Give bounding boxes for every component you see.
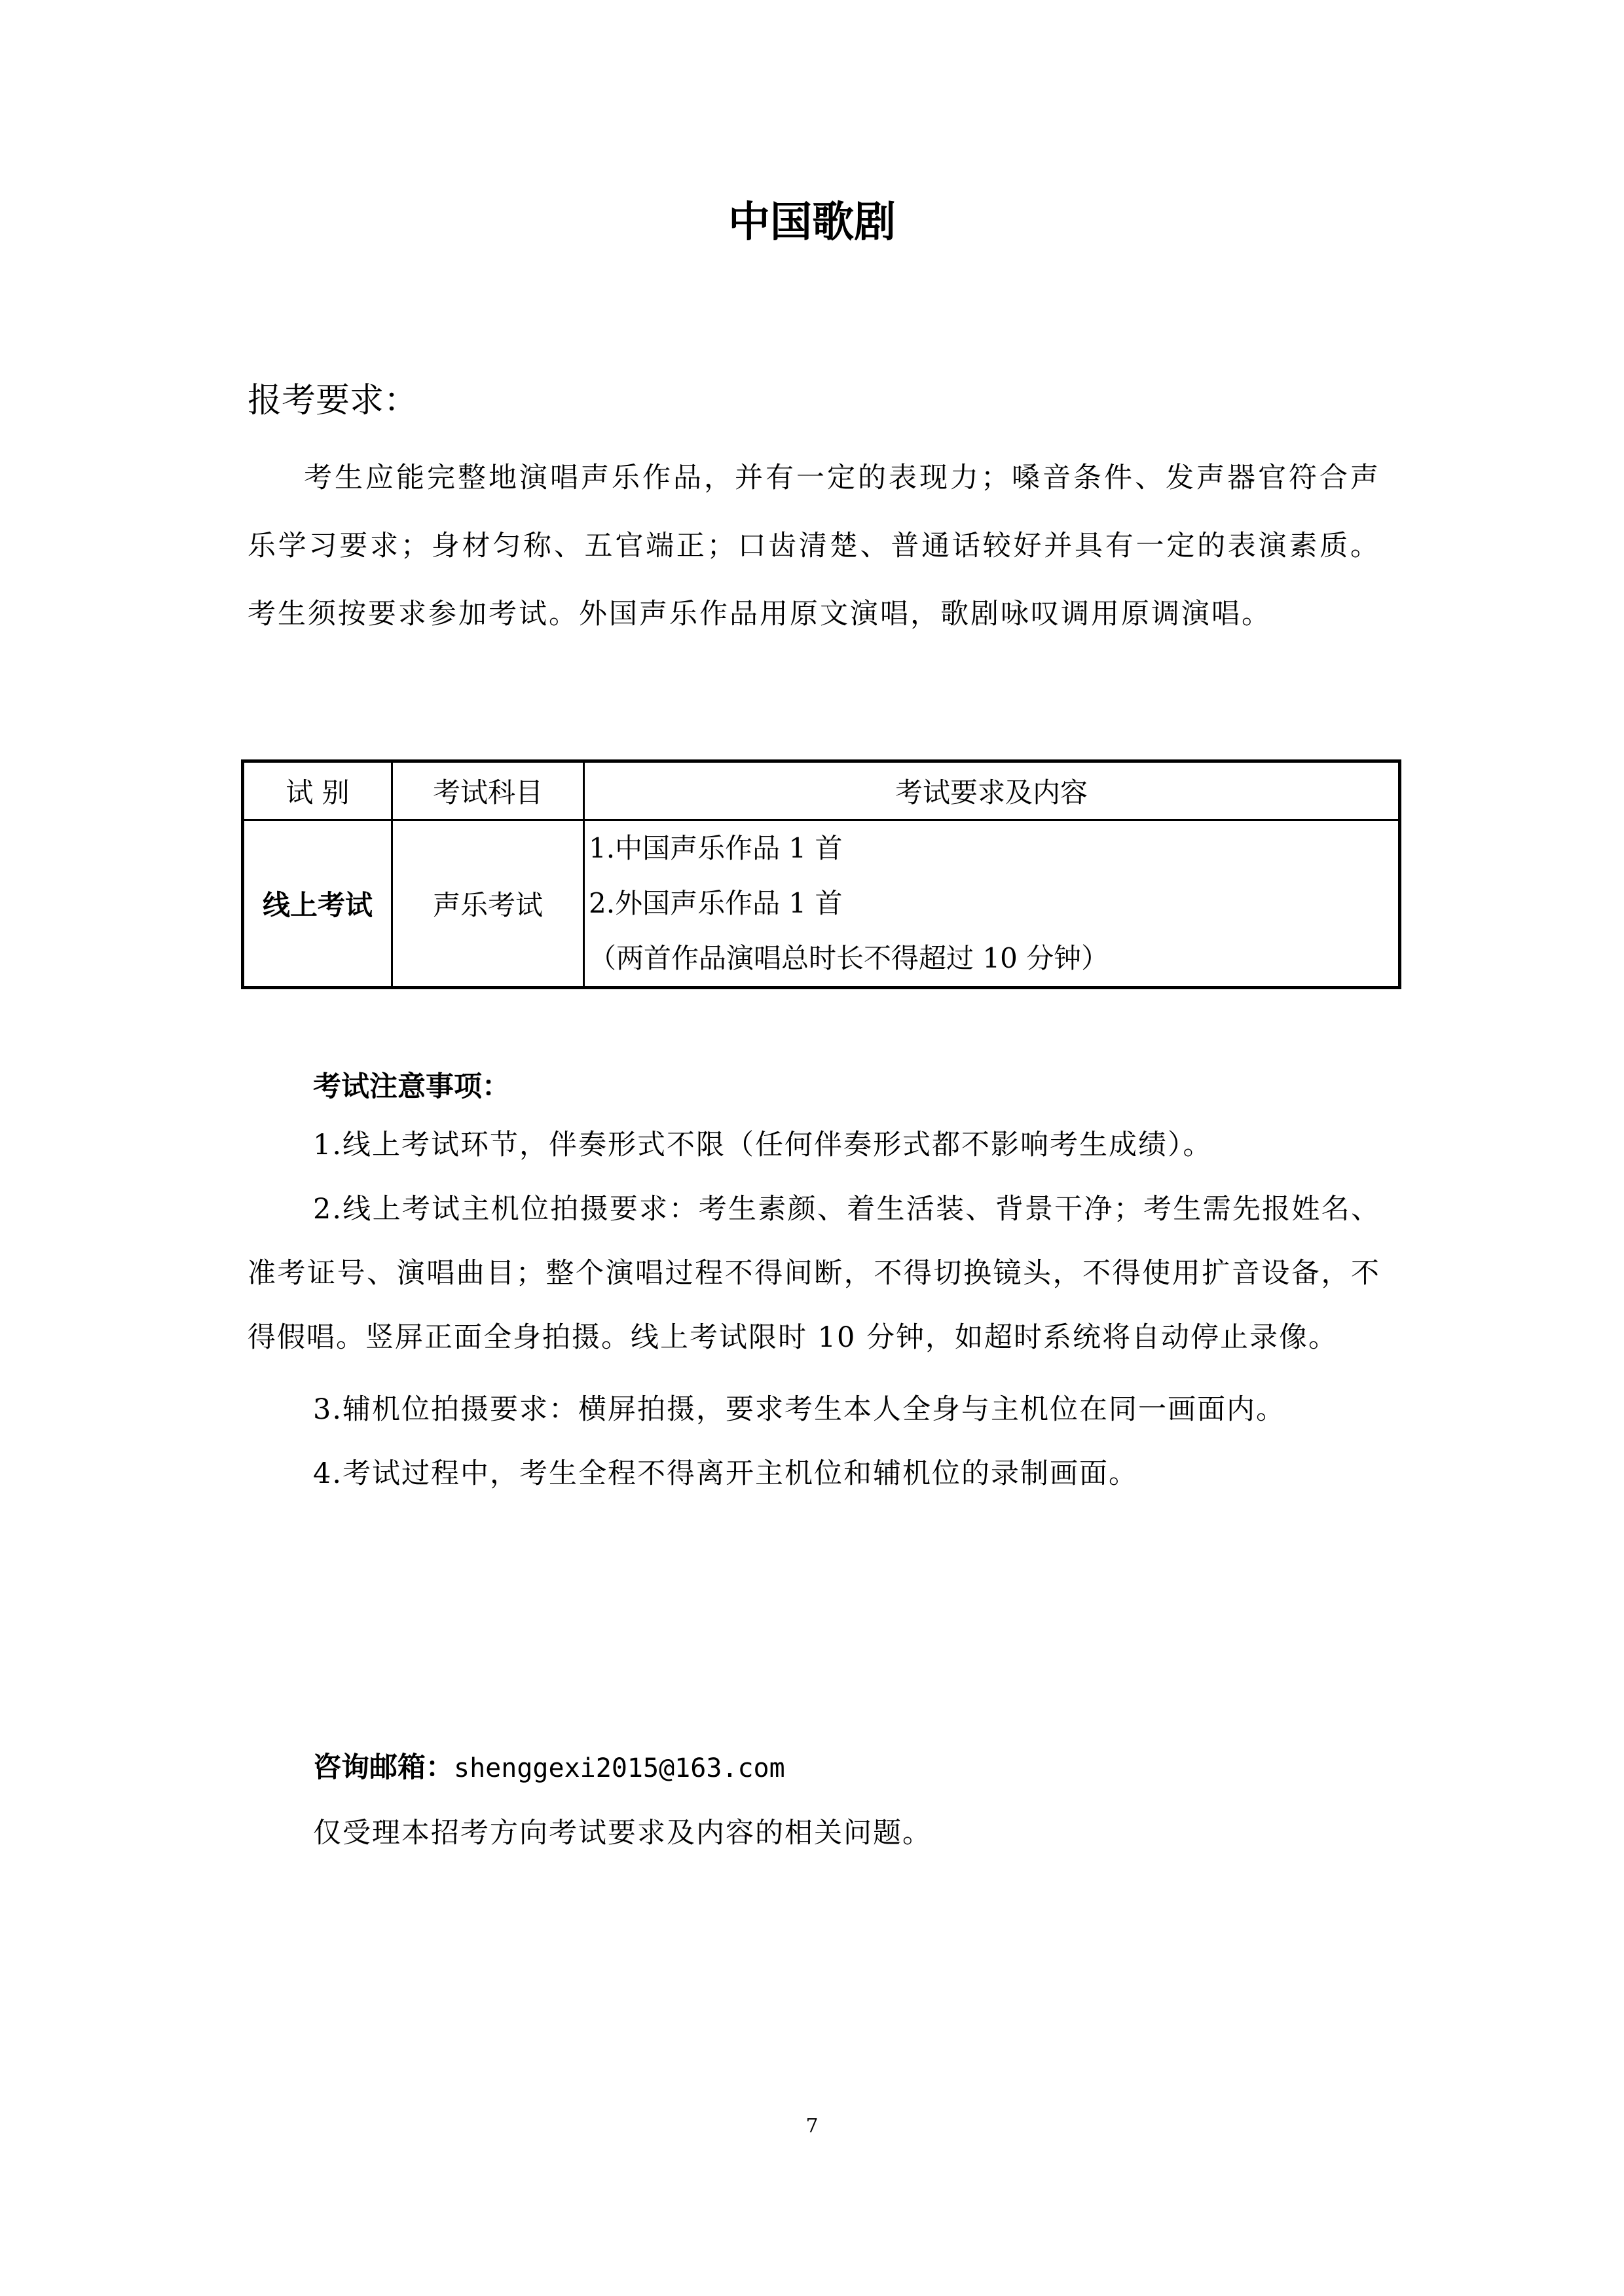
note-item: 1.线上考试环节，伴奏形式不限（任何伴奏形式都不影响考生成绩）。 [313,1129,1213,1161]
contact-email: shenggexi2015@163.com [454,1753,785,1783]
note-item: 4.考试过程中，考生全程不得离开主机位和辅机位的录制画面。 [313,1457,1139,1490]
contact-line [313,1748,785,1788]
header-exam-content: 考试要求及内容 [584,761,1400,820]
exam-requirements-table [241,759,1401,989]
requirements-paragraph: 考生应能完整地演唱声乐作品，并有一定的表现力；嗓音条件、发声器官符合声乐学习要求；身材匀称、五官端正；口齿清楚、普通话较好并具有一定的表演素质。考生须按要求参加考试。外国声乐作品用原文演唱，歌剧咏叹调用原调演唱。 [248,462,1380,630]
page-number: 7 [805,2115,819,2138]
contact-scope-note: 仅受理本招考方向考试要求及内容的相关问题。 [313,1817,932,1850]
note-item: 3.辅机位拍摄要求：横屏拍摄，要求考生本人全身与主机位在同一画面内。 [313,1393,1286,1426]
contact-label: 咨询邮箱： [313,1751,454,1784]
note-item: 2.线上考试主机位拍摄要求：考生素颜、着生活装、背景干净；考生需先报姓名、准考证号、演唱曲目；整个演唱过程不得间断，不得切换镜头，不得使用扩音设备，不得假唱。竖屏正面全身拍摄。线上考试限时 10 分钟，如超时系统将自动停止录像。 [248,1193,1380,1354]
notes-heading: 考试注意事项： [313,1070,510,1103]
content-line: （两首作品演唱总时长不得超过 10 分钟） [589,942,1109,974]
content-line: 2.外国声乐作品 1 首 [589,887,843,919]
requirements-heading: 报考要求： [248,381,418,420]
table-header-row [243,761,1400,820]
header-exam-type: 试 别 [243,761,392,820]
cell-exam-subject: 声乐考试 [392,820,584,988]
page-title: 中国歌剧 [728,198,896,247]
content-line: 1.中国声乐作品 1 首 [589,832,843,864]
header-exam-subject: 考试科目 [392,761,584,820]
cell-exam-type: 线上考试 [243,820,392,988]
notes-list [248,1113,1380,1506]
table-row [243,820,1400,988]
cell-exam-content [584,820,1400,988]
